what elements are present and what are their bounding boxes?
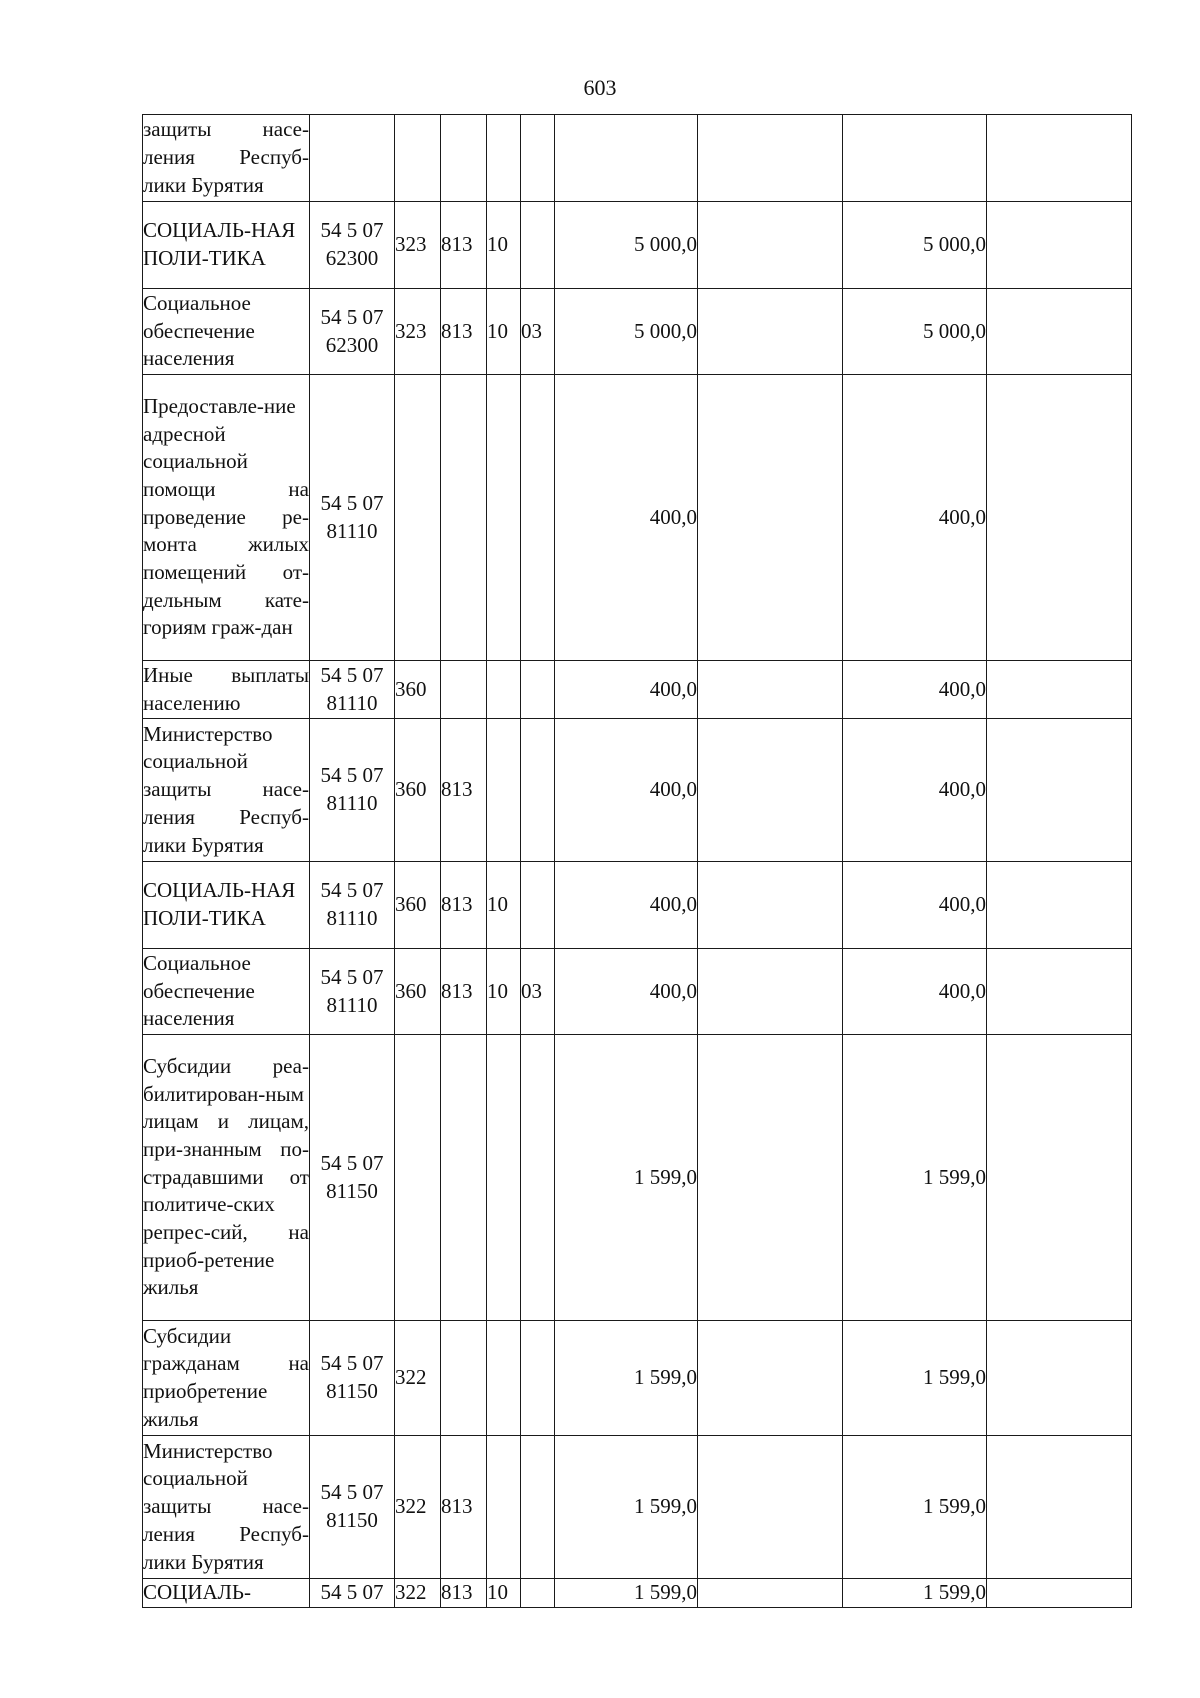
row-target-code <box>310 1579 395 1608</box>
target-code-line-1: 54 5 07 <box>320 763 384 788</box>
row-subsection <box>521 661 555 719</box>
row-expense-type: 322 <box>395 1321 441 1436</box>
table-row <box>143 1035 1132 1321</box>
row-expense-type <box>395 375 441 661</box>
row-section <box>487 1436 521 1579</box>
row-subsection <box>521 375 555 661</box>
row-amount-2 <box>698 661 843 719</box>
target-code-line-2: 62300 <box>325 246 379 270</box>
row-amount-3: 5 000,0 <box>843 289 987 375</box>
target-code-line-1: 54 5 07 <box>320 878 384 903</box>
row-amount-3: 1 599,0 <box>843 1321 987 1436</box>
row-amount-1: 1 599,0 <box>555 1579 698 1608</box>
row-subsection <box>521 115 555 202</box>
row-amount-1: 400,0 <box>555 661 698 719</box>
row-amount-4 <box>987 949 1132 1035</box>
row-name: Социальное обеспечение населения <box>143 289 310 375</box>
target-code-line-1: 54 5 07 <box>320 1150 384 1175</box>
row-expense-type: 360 <box>395 719 441 862</box>
target-code-line-2: 81110 <box>326 518 378 543</box>
row-expense-type: 323 <box>395 202 441 289</box>
row-ministry-code: 813 <box>441 202 487 289</box>
target-code-line-1: 54 5 07 <box>320 490 384 515</box>
row-subsection: 03 <box>521 949 555 1035</box>
row-ministry-code: 813 <box>441 862 487 949</box>
row-name: Субсидии гражданам на приобретение жилья <box>143 1321 310 1436</box>
target-code-line-1: 54 5 07 <box>320 964 384 989</box>
row-amount-3: 1 599,0 <box>843 1035 987 1321</box>
row-subsection <box>521 1579 555 1608</box>
target-code-line-1: 54 5 07 <box>320 1480 384 1505</box>
row-section <box>487 661 521 719</box>
row-target-code <box>310 202 395 289</box>
table-row <box>143 289 1132 375</box>
row-target-code <box>310 375 395 661</box>
row-amount-3 <box>843 115 987 202</box>
budget-table <box>142 114 1132 1608</box>
target-code-line-1: 54 5 07 <box>320 662 384 687</box>
row-amount-2 <box>698 949 843 1035</box>
row-target-code <box>310 1321 395 1436</box>
row-section: 10 <box>487 949 521 1035</box>
row-amount-3: 400,0 <box>843 719 987 862</box>
row-target-code <box>310 862 395 949</box>
table-row <box>143 375 1132 661</box>
row-ministry-code <box>441 375 487 661</box>
row-amount-4 <box>987 115 1132 202</box>
row-subsection <box>521 1035 555 1321</box>
row-target-code <box>310 289 395 375</box>
target-code-line-1: 54 5 07 <box>320 1580 384 1605</box>
row-name: СОЦИАЛЬ- <box>143 1579 310 1608</box>
page-number: 603 <box>583 75 617 100</box>
row-amount-1: 400,0 <box>555 375 698 661</box>
row-subsection: 03 <box>521 289 555 375</box>
row-amount-1: 5 000,0 <box>555 202 698 289</box>
row-amount-3: 1 599,0 <box>843 1579 987 1608</box>
row-section <box>487 115 521 202</box>
row-amount-2 <box>698 1579 843 1608</box>
row-subsection <box>521 1436 555 1579</box>
row-amount-3: 400,0 <box>843 862 987 949</box>
row-ministry-code: 813 <box>441 949 487 1035</box>
row-ministry-code <box>441 1321 487 1436</box>
target-code-line-2: 81150 <box>326 1379 378 1403</box>
row-subsection <box>521 719 555 862</box>
row-subsection <box>521 862 555 949</box>
row-amount-4 <box>987 375 1132 661</box>
row-amount-3: 1 599,0 <box>843 1436 987 1579</box>
table-row <box>143 949 1132 1035</box>
table-row <box>143 115 1132 202</box>
row-amount-1: 1 599,0 <box>555 1035 698 1321</box>
row-section: 10 <box>487 862 521 949</box>
row-name: Министерство социальной защиты насе-ления Респуб-лики Бурятия <box>143 719 310 862</box>
row-amount-2 <box>698 1035 843 1321</box>
row-section <box>487 375 521 661</box>
table-row <box>143 1321 1132 1436</box>
row-section: 10 <box>487 1579 521 1608</box>
row-ministry-code <box>441 661 487 719</box>
row-target-code <box>310 719 395 862</box>
row-section <box>487 1035 521 1321</box>
row-expense-type <box>395 115 441 202</box>
row-amount-2 <box>698 115 843 202</box>
table-row <box>143 202 1132 289</box>
target-code-line-2: 81110 <box>326 791 378 815</box>
row-name: СОЦИАЛЬ-НАЯ ПОЛИ-ТИКА <box>143 202 310 289</box>
row-amount-3: 5 000,0 <box>843 202 987 289</box>
target-code-line-2: 81110 <box>326 906 378 930</box>
row-subsection <box>521 202 555 289</box>
row-amount-2 <box>698 1436 843 1579</box>
row-amount-1: 5 000,0 <box>555 289 698 375</box>
row-name: Министерство социальной защиты насе-ления Респуб-лики Бурятия <box>143 1436 310 1579</box>
row-amount-4 <box>987 719 1132 862</box>
row-amount-4 <box>987 862 1132 949</box>
row-target-code <box>310 661 395 719</box>
row-amount-3: 400,0 <box>843 375 987 661</box>
row-section <box>487 1321 521 1436</box>
row-amount-4 <box>987 1321 1132 1436</box>
target-code-line-1: 54 5 07 <box>320 304 384 329</box>
row-amount-2 <box>698 719 843 862</box>
table-row <box>143 661 1132 719</box>
row-ministry-code: 813 <box>441 1436 487 1579</box>
row-ministry-code: 813 <box>441 719 487 862</box>
row-expense-type <box>395 1035 441 1321</box>
row-amount-1: 1 599,0 <box>555 1436 698 1579</box>
table-row <box>143 719 1132 862</box>
row-amount-4 <box>987 1436 1132 1579</box>
row-name: Предоставле-ние адресной социальной помощи на проведение ре-монта жилых помещений от-дельным кате-гориям граж-дан <box>143 375 310 661</box>
table-row <box>143 1436 1132 1579</box>
target-code-line-1: 54 5 07 <box>320 1351 384 1376</box>
row-amount-2 <box>698 375 843 661</box>
row-expense-type: 322 <box>395 1436 441 1579</box>
row-amount-4 <box>987 289 1132 375</box>
row-amount-1: 400,0 <box>555 862 698 949</box>
row-expense-type: 360 <box>395 661 441 719</box>
row-name: защиты насе-ления Респуб-лики Бурятия <box>143 115 310 202</box>
table-row <box>143 862 1132 949</box>
row-ministry-code <box>441 1035 487 1321</box>
row-target-code <box>310 949 395 1035</box>
target-code-line-2: 62300 <box>325 332 379 357</box>
row-ministry-code: 813 <box>441 1579 487 1608</box>
row-expense-type: 322 <box>395 1579 441 1608</box>
row-ministry-code: 813 <box>441 289 487 375</box>
row-section <box>487 719 521 862</box>
row-amount-1: 400,0 <box>555 719 698 862</box>
target-code-line-2: 81110 <box>326 690 378 715</box>
row-section: 10 <box>487 289 521 375</box>
row-target-code <box>310 115 395 202</box>
row-amount-3: 400,0 <box>843 661 987 719</box>
row-amount-4 <box>987 1579 1132 1608</box>
row-target-code <box>310 1035 395 1321</box>
row-section: 10 <box>487 202 521 289</box>
row-amount-4 <box>987 202 1132 289</box>
row-amount-2 <box>698 202 843 289</box>
row-amount-4 <box>987 661 1132 719</box>
row-expense-type: 360 <box>395 949 441 1035</box>
target-code-line-1: 54 5 07 <box>320 218 384 243</box>
target-code-line-2: 81110 <box>326 992 378 1017</box>
row-amount-2 <box>698 862 843 949</box>
row-amount-2 <box>698 289 843 375</box>
row-amount-1 <box>555 115 698 202</box>
row-name: Социальное обеспечение населения <box>143 949 310 1035</box>
target-code-line-2: 81150 <box>326 1178 378 1203</box>
row-name: СОЦИАЛЬ-НАЯ ПОЛИ-ТИКА <box>143 862 310 949</box>
row-amount-3: 400,0 <box>843 949 987 1035</box>
row-target-code <box>310 1436 395 1579</box>
row-name: Иные выплаты населению <box>143 661 310 719</box>
table-row <box>143 1579 1132 1608</box>
row-expense-type: 323 <box>395 289 441 375</box>
row-amount-4 <box>987 1035 1132 1321</box>
row-expense-type: 360 <box>395 862 441 949</box>
target-code-line-2: 81150 <box>326 1508 378 1532</box>
row-name: Субсидии реа-билитирован-ным лицам и лицам, при-знанным по-страдавшими от политиче-ских репрес-сий, на приоб-ретение жилья <box>143 1035 310 1321</box>
row-ministry-code <box>441 115 487 202</box>
row-amount-1: 1 599,0 <box>555 1321 698 1436</box>
row-subsection <box>521 1321 555 1436</box>
table-body <box>143 115 1132 1608</box>
row-amount-2 <box>698 1321 843 1436</box>
row-amount-1: 400,0 <box>555 949 698 1035</box>
